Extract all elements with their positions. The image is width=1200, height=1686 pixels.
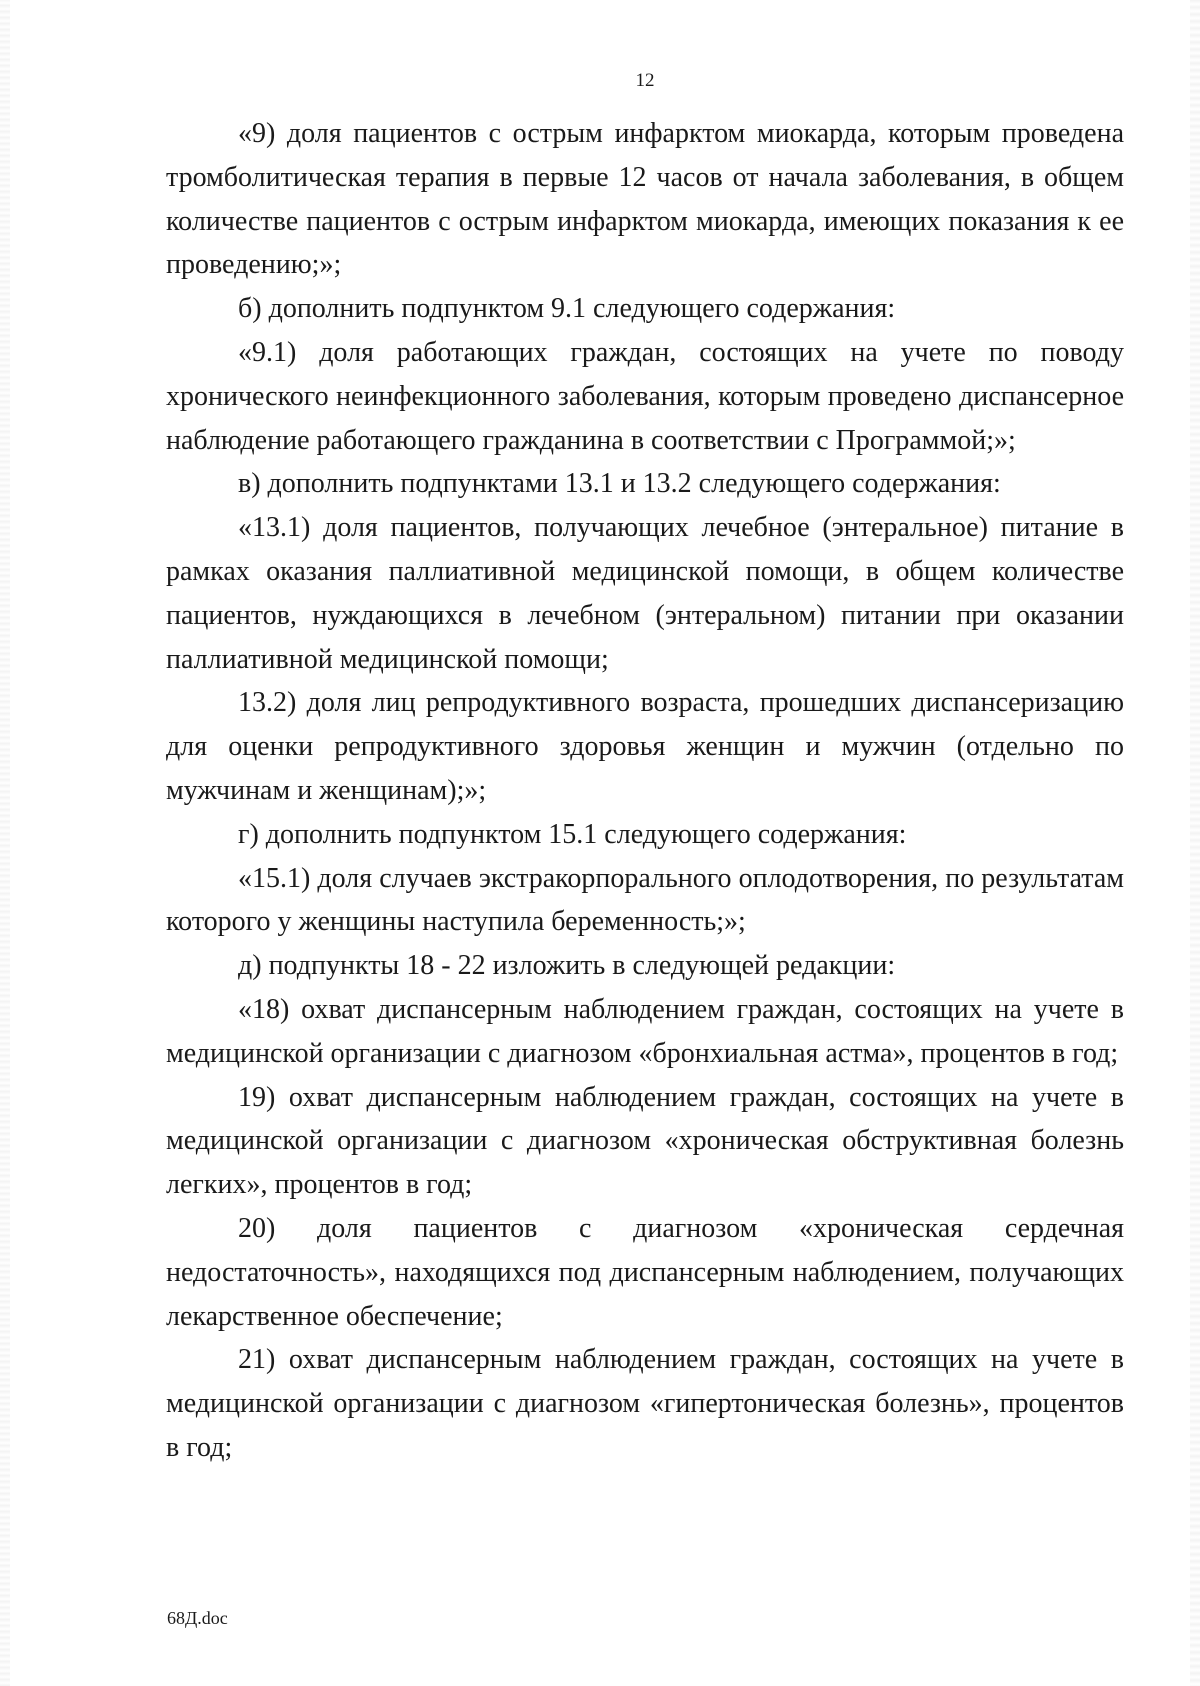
paragraph-item-19: 19) охват диспансерным наблюдением граждан, состоящих на учете в медицинской организации с диагнозом «хроническая обструктивная болезнь легких», процентов в год;: [166, 1081, 1124, 1201]
paragraph-item-15-1: «15.1) доля случаев экстракорпорального оплодотворения, по результатам которого у женщины наступила беременность;»;: [166, 862, 1124, 938]
paragraph-amend-v: в) дополнить подпунктами 13.1 и 13.2 следующего содержания:: [238, 468, 1001, 500]
paragraph-item-13-2: 13.2) доля лиц репродуктивного возраста, прошедших диспансеризацию для оценки репродуктивного здоровья женщин и мужчин (отдельно по мужчинам и женщинам);»;: [166, 687, 1124, 806]
paragraph-amend-d: д) подпункты 18 - 22 изложить в следующей редакции:: [238, 950, 896, 982]
scan-edge-right: [1190, 0, 1200, 1686]
paragraph-item-18: «18) охват диспансерным наблюдением граждан, состоящих на учете в медицинской организации с диагнозом «бронхиальная астма», процентов в год;: [166, 993, 1124, 1069]
paragraph-item-13-1: «13.1) доля пациентов, получающих лечебное (энтеральное) питание в рамках оказания паллиативной медицинской помощи, в общем количестве пациентов, нуждающихся в лечебном (энтеральном) питании при оказании паллиативной медицинской помощи;: [166, 512, 1124, 675]
paragraph-amend-g: г) дополнить подпунктом 15.1 следующего содержания:: [238, 818, 907, 850]
paragraph-item-9-1: «9.1) доля работающих граждан, состоящих на учете по поводу хронического неинфекционного заболевания, которым проведено диспансерное наблюдение работающего гражданина в соответствии с Программой;»;: [166, 336, 1124, 456]
document-body: [166, 112, 1124, 1470]
footer-filename: 68Д.doc: [167, 1608, 228, 1628]
scan-edge-left: [0, 0, 10, 1686]
paragraph-item-9: «9) доля пациентов с острым инфарктом миокарда, которым проведена тромболитическая терапия в первые 12 часов от начала заболевания, в общем количестве пациентов с острым инфарктом миокарда, имеющих показания к ее проведению;»;: [166, 118, 1124, 281]
page-number: 12: [635, 70, 655, 91]
paragraph-item-21: 21) охват диспансерным наблюдением граждан, состоящих на учете в медицинской организации с диагнозом «гипертоническая болезнь», процентов в год;: [166, 1344, 1124, 1463]
paragraph-item-20: 20) доля пациентов с диагнозом «хроническая сердечная недостаточность», находящихся под диспансерным наблюдением, получающих лекарственное обеспечение;: [166, 1212, 1124, 1332]
paragraph-amend-b: б) дополнить подпунктом 9.1 следующего содержания:: [238, 293, 896, 325]
